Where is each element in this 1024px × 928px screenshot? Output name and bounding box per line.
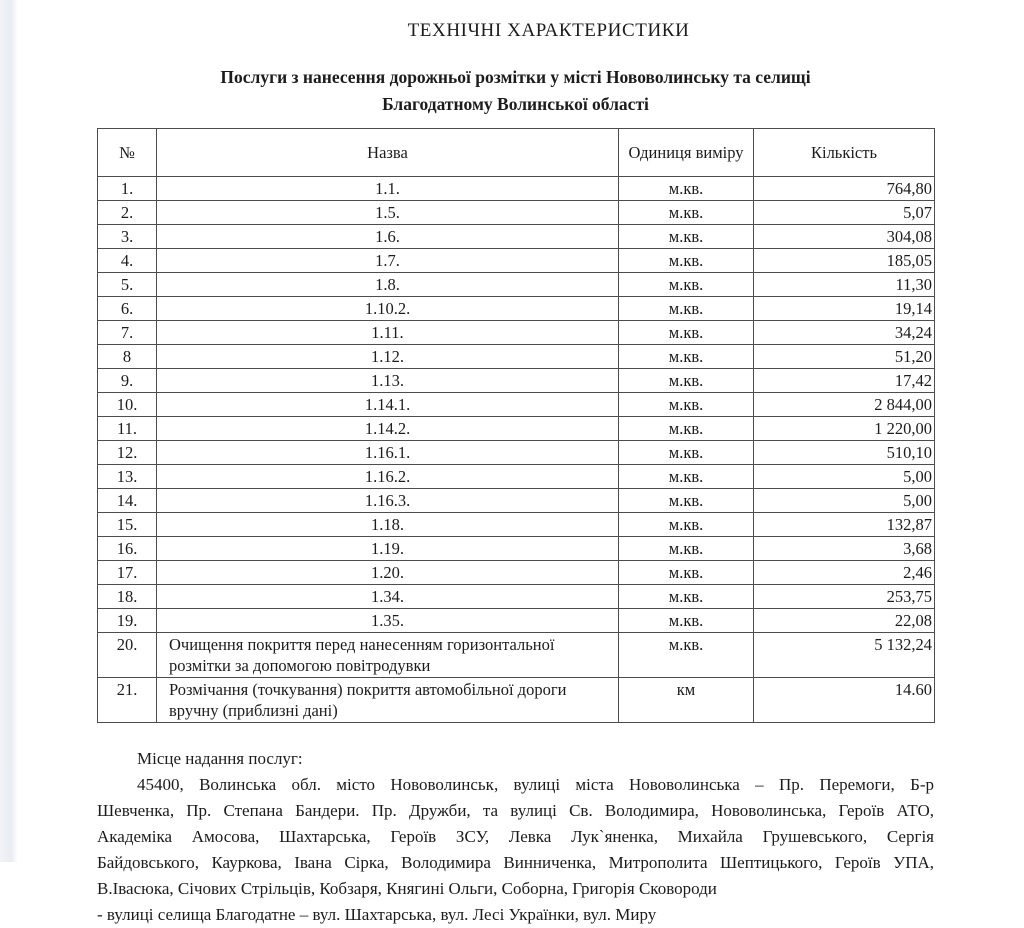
row-name: 1.14.1. [157,393,619,417]
table-row [98,513,935,537]
row-unit: м.кв. [619,273,754,297]
row-name: 1.13. [157,369,619,393]
row-quantity: 5,00 [754,465,935,489]
table-row [98,201,935,225]
row-quantity: 132,87 [754,513,935,537]
table-row [98,465,935,489]
row-quantity: 5,00 [754,489,935,513]
row-unit: м.кв. [619,369,754,393]
row-unit: м.кв. [619,417,754,441]
address-line: - вулиці селища Благодатне – вул. Шахтарська, вул. Лесі Українки, вул. Миру [97,905,657,924]
document-subtitle [97,64,934,118]
row-number: 1. [98,177,157,201]
table-row [98,393,935,417]
row-number: 5. [98,273,157,297]
row-quantity: 2,46 [754,561,935,585]
row-number: 9. [98,369,157,393]
row-unit: м.кв. [619,561,754,585]
row-name: 1.10.2. [157,297,619,321]
row-number: 6. [98,297,157,321]
row-number: 19. [98,609,157,633]
row-quantity: 185,05 [754,249,935,273]
table-row [98,225,935,249]
row-name: 1.6. [157,225,619,249]
row-quantity: 5 132,24 [754,633,935,678]
row-unit: м.кв. [619,489,754,513]
table-row [98,609,935,633]
row-name: 1.16.1. [157,441,619,465]
table-row [98,441,935,465]
row-unit: м.кв. [619,441,754,465]
header-row [98,129,935,177]
document-title: ТЕХНІЧНІ ХАРАКТЕРИСТИКИ [407,20,690,41]
row-number: 11. [98,417,157,441]
row-number: 21. [98,678,157,723]
table-row [98,345,935,369]
row-name: 1.19. [157,537,619,561]
row-name: Очищення покриття перед нанесенням горизонтальної розмітки за допомогою повітродувки [157,633,619,678]
row-unit: м.кв. [619,609,754,633]
row-quantity: 3,68 [754,537,935,561]
row-number: 16. [98,537,157,561]
row-number: 18. [98,585,157,609]
row-number: 20. [98,633,157,678]
row-quantity: 5,07 [754,201,935,225]
row-number: 13. [98,465,157,489]
row-unit: м.кв. [619,393,754,417]
row-unit: м.кв. [619,633,754,678]
row-quantity: 510,10 [754,441,935,465]
row-name: 1.1. [157,177,619,201]
column-header-unit: Одиниця виміру [619,129,754,177]
table-row [98,297,935,321]
column-header-number: № [98,129,157,177]
row-unit: м.кв. [619,249,754,273]
row-unit: м.кв. [619,177,754,201]
table-row [98,321,935,345]
column-header-name: Назва [157,129,619,177]
row-name: 1.12. [157,345,619,369]
row-number: 3. [98,225,157,249]
service-location-section [97,746,934,928]
row-name: 1.35. [157,609,619,633]
row-unit: км [619,678,754,723]
row-number: 17. [98,561,157,585]
row-name: Розмічання (точкування) покриття автомобільної дороги вручну (приблизні дані) [157,678,619,723]
row-quantity: 11,30 [754,273,935,297]
row-name: 1.11. [157,321,619,345]
table-row [98,678,935,723]
specs-table [97,128,935,723]
table-row [98,633,935,678]
table-row [98,369,935,393]
row-number: 14. [98,489,157,513]
row-unit: м.кв. [619,201,754,225]
row-quantity: 304,08 [754,225,935,249]
row-name: 1.34. [157,585,619,609]
table-row [98,489,935,513]
row-name: 1.7. [157,249,619,273]
service-location-label: Місце надання послуг: [137,749,303,768]
specs-table-body [98,177,935,723]
row-quantity: 22,08 [754,609,935,633]
row-name: 1.18. [157,513,619,537]
table-row [98,273,935,297]
scanned-page-edge [0,0,18,862]
subtitle-line-1: Послуги з нанесення дорожньої розмітки у місті Нововолинську та селищі [220,67,811,87]
table-row [98,177,935,201]
column-header-quantity: Кількість [754,129,935,177]
row-name: 1.16.3. [157,489,619,513]
row-quantity: 2 844,00 [754,393,935,417]
row-number: 12. [98,441,157,465]
row-unit: м.кв. [619,513,754,537]
subtitle-line-2: Благодатному Волинської області [382,94,649,114]
row-number: 2. [98,201,157,225]
row-unit: м.кв. [619,297,754,321]
table-row [98,249,935,273]
row-number: 7. [98,321,157,345]
address-line: 45400, Волинська обл. місто Нововолинськ, вулиці міста Нововолинська – Пр. Перемоги, Б-р [137,775,934,794]
service-location-address [97,772,934,928]
row-name: 1.14.2. [157,417,619,441]
row-quantity: 51,20 [754,345,935,369]
row-name: 1.20. [157,561,619,585]
table-row [98,561,935,585]
row-unit: м.кв. [619,345,754,369]
table-row [98,537,935,561]
row-quantity: 253,75 [754,585,935,609]
row-quantity: 14.60 [754,678,935,723]
row-quantity: 764,80 [754,177,935,201]
document-page [97,0,934,928]
row-quantity: 1 220,00 [754,417,935,441]
row-quantity: 34,24 [754,321,935,345]
row-quantity: 19,14 [754,297,935,321]
row-unit: м.кв. [619,321,754,345]
address-line: Байдовського, Кауркова, Івана Сірка, Володимира Винниченка, Митрополита Шептицького, Героїв УПА, [97,853,934,872]
row-unit: м.кв. [619,537,754,561]
address-line: В.Івасюка, Січових Стрільців, Кобзаря, Княгині Ольги, Соборна, Григорія Сковороди [97,879,717,898]
specs-table-header [98,129,935,177]
address-line: Шевченка, Пр. Степана Бандери. Пр. Дружби, та вулиці Св. Володимира, Нововолинська, Героїв АТО, [97,801,934,820]
row-name: 1.5. [157,201,619,225]
table-row [98,585,935,609]
row-number: 4. [98,249,157,273]
row-unit: м.кв. [619,465,754,489]
row-unit: м.кв. [619,585,754,609]
row-unit: м.кв. [619,225,754,249]
address-line: Академіка Амосова, Шахтарська, Героїв ЗСУ, Левка Лук`яненка, Михайла Грушевського, Сергія [97,827,934,846]
row-number: 10. [98,393,157,417]
row-number: 8 [98,345,157,369]
row-number: 15. [98,513,157,537]
row-name: 1.8. [157,273,619,297]
row-name: 1.16.2. [157,465,619,489]
table-row [98,417,935,441]
row-quantity: 17,42 [754,369,935,393]
